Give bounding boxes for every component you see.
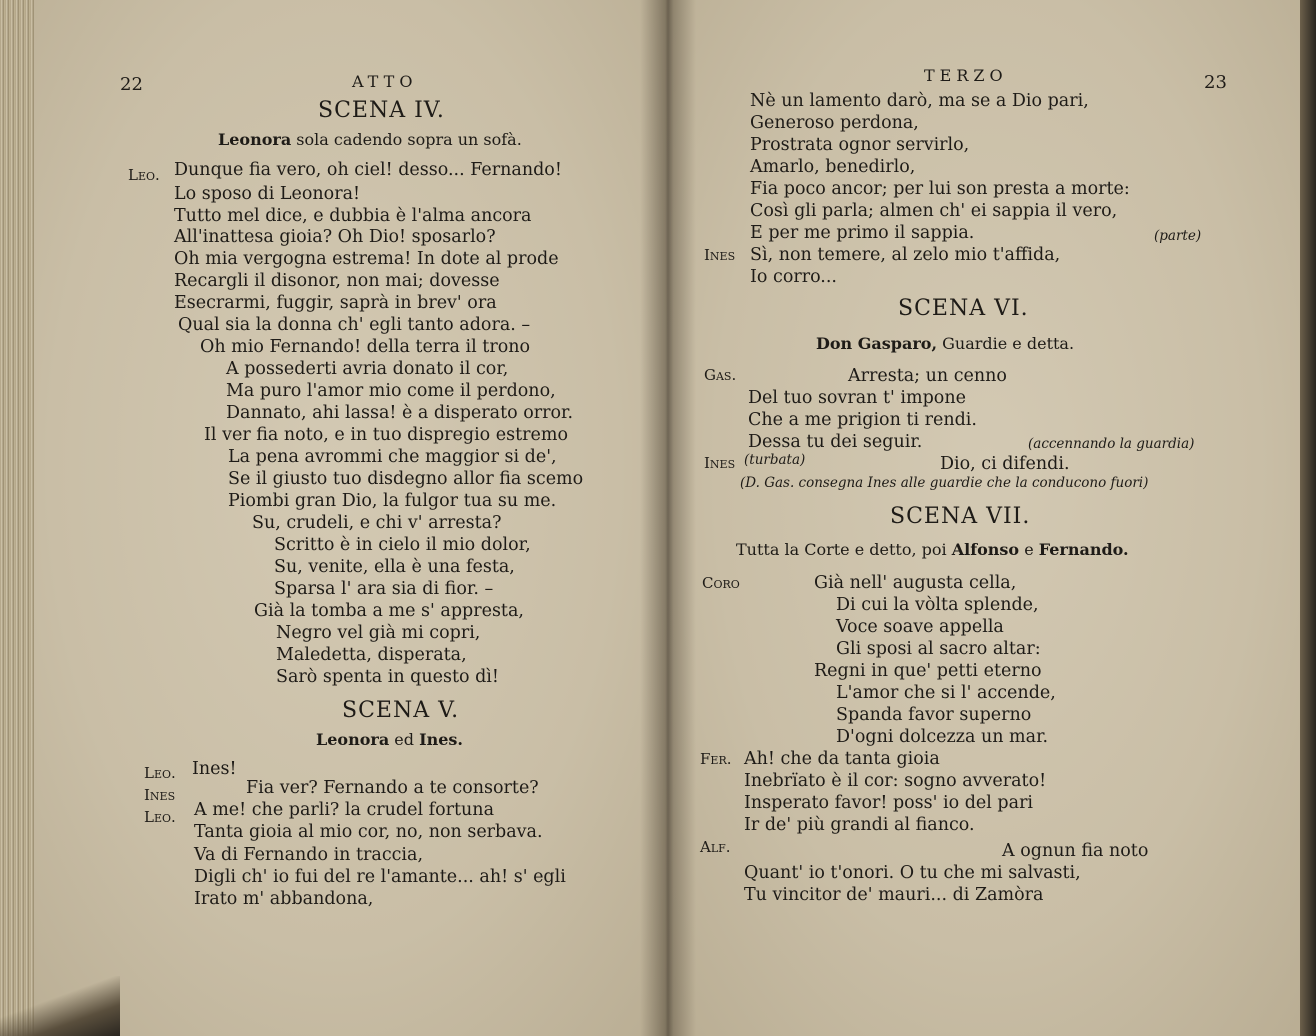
verse-line: Dunque fia vero, oh ciel! desso... Fernando! bbox=[174, 160, 562, 180]
verse-line: E per me primo il sappia. bbox=[750, 223, 975, 243]
verse-line: Tanta gioia al mio cor, no, non serbava. bbox=[194, 822, 543, 842]
verse-line: Maledetta, disperata, bbox=[276, 645, 467, 665]
verse-line: Oh mio Fernando! della terra il trono bbox=[200, 337, 531, 357]
verse-line: L'amor che si l' accende, bbox=[836, 683, 1056, 703]
stage-direction: (D. Gas. consegna Ines alle guardie che la conducono fuori) bbox=[740, 475, 1149, 491]
verse-line: Piombi gran Dio, la fulgor tua su me. bbox=[228, 491, 557, 511]
verse-line: Quant' io t'onori. O tu che mi salvasti, bbox=[744, 863, 1081, 883]
verse-line: Fia ver? Fernando a te consorte? bbox=[246, 778, 539, 798]
character-name: Leonora bbox=[316, 730, 390, 749]
verse-line: Su, crudeli, e chi v' arresta? bbox=[252, 513, 502, 533]
verse-line: Esecrarmi, fuggir, saprà in brev' ora bbox=[174, 293, 497, 313]
character-name: Don Gasparo, bbox=[816, 334, 938, 353]
verse-line: A possederti avria donato il cor, bbox=[226, 359, 509, 379]
character-name: Alfonso bbox=[951, 540, 1020, 559]
scene-subtitle bbox=[316, 730, 463, 749]
verse-line: Io corro... bbox=[750, 267, 837, 287]
book-gutter bbox=[640, 0, 696, 1036]
page-edges-left bbox=[0, 0, 34, 1036]
verse-line: Il ver fia noto, e in tuo dispregio estremo bbox=[204, 425, 568, 445]
stage-direction: (parte) bbox=[1154, 228, 1202, 244]
verse-line: Spanda favor superno bbox=[836, 705, 1032, 725]
verse-line: Tu vincitor de' mauri... di Zamòra bbox=[744, 885, 1044, 905]
character-name: Ines. bbox=[419, 730, 463, 749]
speaker-label: Fer. bbox=[700, 750, 732, 768]
verse-line: Dio, ci difendi. bbox=[940, 454, 1070, 474]
verse-line: All'inattesa gioia? Oh Dio! sposarlo? bbox=[174, 227, 496, 247]
verse-line: Del tuo sovran t' impone bbox=[748, 388, 966, 408]
page-number: 23 bbox=[1204, 72, 1227, 93]
right-page bbox=[668, 0, 1308, 1036]
verse-line: Insperato favor! poss' io del pari bbox=[744, 793, 1034, 813]
verse-line: Recargli il disonor, non mai; dovesse bbox=[174, 271, 500, 291]
speaker-label: Leo. bbox=[144, 808, 176, 826]
speaker-label: Ines bbox=[704, 246, 736, 264]
verse-line: Nè un lamento darò, ma se a Dio pari, bbox=[750, 91, 1089, 111]
scene-title: SCENA VI. bbox=[898, 296, 1029, 321]
verse-line: Inebrïato è il cor: sogno avverato! bbox=[744, 771, 1047, 791]
verse-line: Già nell' augusta cella, bbox=[814, 573, 1017, 593]
character-name: Fernando. bbox=[1038, 540, 1129, 559]
verse-line: Ines! bbox=[192, 759, 237, 779]
stage-direction: Tutta la Corte e detto, poi bbox=[736, 540, 947, 559]
verse-line: Va di Fernando in traccia, bbox=[194, 845, 424, 865]
speaker-label: Gas. bbox=[704, 366, 737, 384]
page-edges-right bbox=[1300, 0, 1316, 1036]
speaker-label: Ines bbox=[144, 786, 176, 804]
verse-line: Se il giusto tuo disdegno allor fia scemo bbox=[228, 469, 584, 489]
verse-line: A ognun fia noto bbox=[1002, 841, 1149, 861]
stage-direction: (turbata) bbox=[744, 452, 806, 468]
speaker-label: Ines bbox=[704, 454, 736, 472]
scene-title: SCENA VII. bbox=[890, 504, 1031, 529]
subtitle-conjunction: ed bbox=[394, 730, 415, 749]
verse-line: A me! che parli? la crudel fortuna bbox=[194, 800, 495, 820]
verse-line: Così gli parla; almen ch' ei sappia il vero, bbox=[750, 201, 1118, 221]
scene-subtitle bbox=[816, 334, 1074, 353]
page-number: 22 bbox=[120, 74, 143, 95]
stage-direction: (accennando la guardia) bbox=[1028, 436, 1195, 452]
subtitle-conjunction: e bbox=[1024, 540, 1034, 559]
verse-line: Oh mia vergogna estrema! In dote al prode bbox=[174, 249, 559, 269]
verse-line: Negro vel già mi copri, bbox=[276, 623, 481, 643]
scene-subtitle bbox=[736, 540, 1129, 559]
verse-line: Sarò spenta in questo dì! bbox=[276, 667, 499, 687]
speaker-label: Alf. bbox=[700, 838, 731, 856]
verse-line: Irato m' abbandona, bbox=[194, 889, 374, 909]
verse-line: Che a me prigion ti rendi. bbox=[748, 410, 977, 430]
speaker-label: Leo. bbox=[144, 764, 176, 782]
verse-line: D'ogni dolcezza un mar. bbox=[836, 727, 1049, 747]
verse-line: Sparsa l' ara sia di fior. – bbox=[274, 579, 494, 599]
verse-line: Scritto è in cielo il mio dolor, bbox=[274, 535, 531, 555]
verse-line: Prostrata ognor servirlo, bbox=[750, 135, 970, 155]
verse-line: Qual sia la donna ch' egli tanto adora. – bbox=[178, 315, 531, 335]
verse-line: Su, venite, ella è una festa, bbox=[274, 557, 515, 577]
verse-line: Regni in que' petti eterno bbox=[814, 661, 1042, 681]
scene-subtitle bbox=[218, 130, 522, 149]
stage-direction: sola cadendo sopra un sofà. bbox=[296, 130, 522, 149]
running-header: TERZO bbox=[924, 66, 1008, 85]
verse-line: Generoso perdona, bbox=[750, 113, 919, 133]
verse-line: Lo sposo di Leonora! bbox=[174, 184, 361, 204]
verse-line: Tutto mel dice, e dubbia è l'alma ancora bbox=[174, 206, 532, 226]
verse-line: Arresta; un cenno bbox=[848, 366, 1007, 386]
character-name: Leonora bbox=[218, 130, 292, 149]
verse-line: Amarlo, benedirlo, bbox=[750, 157, 916, 177]
verse-line: Digli ch' io fui del re l'amante... ah! s' egli bbox=[194, 867, 566, 887]
verse-line: La pena avrommi che maggior si de', bbox=[228, 447, 557, 467]
running-header: ATTO bbox=[352, 72, 418, 91]
page-corner-shadow bbox=[0, 976, 120, 1036]
speaker-label: Coro bbox=[702, 574, 740, 592]
verse-line: Di cui la vòlta splende, bbox=[836, 595, 1039, 615]
verse-line: Dessa tu dei seguir. bbox=[748, 432, 923, 452]
scene-title: SCENA IV. bbox=[318, 98, 445, 123]
verse-line: Fia poco ancor; per lui son presta a morte: bbox=[750, 179, 1130, 199]
speaker-label: Leo. bbox=[128, 166, 160, 184]
verse-line: Sì, non temere, al zelo mio t'affida, bbox=[750, 245, 1061, 265]
verse-line: Ir de' più grandi al fianco. bbox=[744, 815, 975, 835]
verse-line: Già la tomba a me s' appresta, bbox=[254, 601, 524, 621]
stage-direction: Guardie e detta. bbox=[942, 334, 1075, 353]
verse-line: Dannato, ahi lassa! è a disperato orror. bbox=[226, 403, 574, 423]
verse-line: Ah! che da tanta gioia bbox=[744, 749, 940, 769]
scene-title: SCENA V. bbox=[342, 698, 460, 723]
verse-line: Voce soave appella bbox=[836, 617, 1004, 637]
verse-line: Gli sposi al sacro altar: bbox=[836, 639, 1041, 659]
verse-line: Ma puro l'amor mio come il perdono, bbox=[226, 381, 556, 401]
